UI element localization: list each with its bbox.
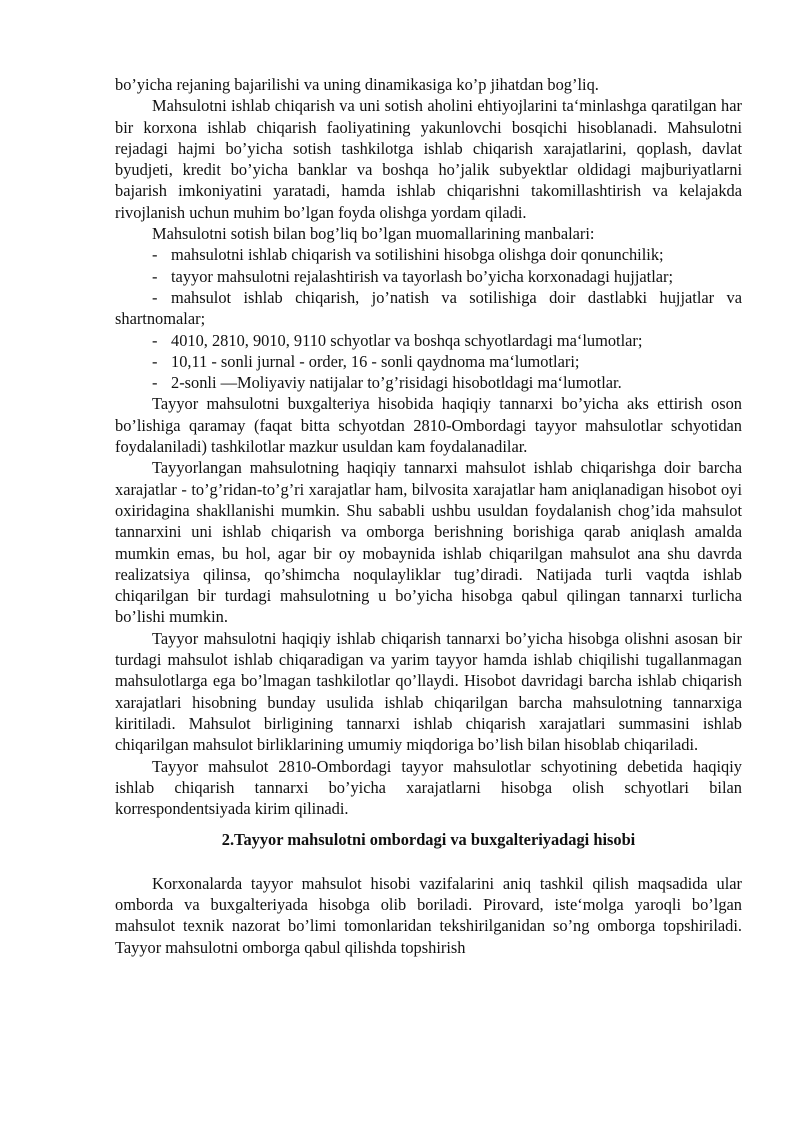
list-item-text: mahsulot ishlab chiqarish, jo’natish va sotilishiga doir dastlabki hujjatlar va shartnomalar; bbox=[115, 287, 742, 329]
list-item-text: mahsulotni ishlab chiqarish va sotilishini hisobga olishga doir qonunchilik; bbox=[171, 245, 664, 265]
section-heading: 2.Tayyor mahsulotni ombordagi va buxgalteriyadagi hisobi bbox=[221, 830, 636, 850]
list-item bbox=[115, 351, 742, 372]
paragraph-continuation: bo’yicha rejaning bajarilishi va uning dinamikasiga ko’p jihatdan bog’liq. bbox=[115, 75, 599, 94]
list-item bbox=[115, 330, 742, 351]
document-body bbox=[115, 74, 742, 958]
paragraph-1: Mahsulotni ishlab chiqarish va uni sotish aholini ehtiyojlarini ta‘minlashga qaratilgan har bir korxona ishlab chiqarish faoliyatining yakunlovchi bosqichi hisoblanadi. Mahsulotni rejadagi hajmi bo’yicha sotish tashkilotga ishlab chiqarish xarajatlarini, qoplash, davlat byudjeti, kredit bo’yicha banklar va boshqa ho’jalik subyektlar oldidagi majburiyatlarni bajarish imkoniyatini yaratadi, hamda ishlab chiqarishni takomillashtirish va kelajakda rivojlanish uchun muhim bo’lgan foyda olishga yordam qiladi. bbox=[115, 96, 742, 222]
paragraph-4: Tayyorlangan mahsulotning haqiqiy tannarxi mahsulot ishlab chiqarishga doir barcha xarajatlar - to’g’ridan-to’g’ri xarajatlar ham, bilvosita xarajatlar ham aniqlanadigan hisobot oyi oxiridagina shakllanishi mumkin. Shu sababli ushbu usuldan foydalanish chog’ida mahsulot tannarxini uni ishlab chiqarish va omborga berishning borishiga qarab aniqlash amalda mumkin emas, bu hol, agar bir oy mobaynida ishlab chiqarilgan mahsulot ana shu davrda realizatsiya qilinsa, qo’shimcha noqulayliklar tug’diradi. Natijada turli vaqtda ishlab chiqarilgan bir turdagi mahsulotning u bo’yicha hisobga qabul qilingan tannarxi turlicha bo’lishi mumkin. bbox=[115, 458, 742, 627]
paragraph-7: Korxonalarda tayyor mahsulot hisobi vazifalarini aniq tashkil qilish maqsadida ular omborda va buxgalteriyada hisobga olib boriladi. Pirovard, iste‘molga yaroqli bo’lgan mahsulot texnik nazorat bo’limi tomonlaridan tekshirilganidan so’ng omborga topshiriladi. Tayyor mahsulotni omborga qabul qilishda topshirish bbox=[115, 873, 742, 957]
list-item-text: 10,11 - sonli jurnal - order, 16 - sonli qaydnoma ma‘lumotlari; bbox=[171, 351, 580, 371]
paragraph-6: Tayyor mahsulot 2810-Ombordagi tayyor mahsulotlar schyotining debetida haqiqiy ishlab chiqarish tannarxi bo’yicha xarajatlarni hisobga olish schyotlari bilan korrespondentsiyada kirim qilinadi. bbox=[115, 756, 742, 819]
list-item bbox=[115, 372, 742, 393]
list-item-text: 2-sonli —Moliyaviy natijalar to’g’risidagi hisobotldagi ma‘lumotlar. bbox=[171, 373, 622, 393]
list-item-text: 4010, 2810, 9010, 9110 schyotlar va boshqa schyotlardagi ma‘lumotlar; bbox=[171, 330, 643, 350]
list-marker: - bbox=[152, 373, 158, 393]
list-item bbox=[115, 266, 742, 287]
list-marker: - bbox=[152, 287, 158, 307]
list-marker: - bbox=[152, 245, 158, 265]
list-item bbox=[115, 244, 742, 265]
paragraph-3: Tayyor mahsulotni buxgalteriya hisobida haqiqiy tannarxi bo’yicha aks ettirish oson bo’lishiga qaramay (faqat bitta schyotdan 2810-Ombordagi tayyor mahsulotlar schyotidan foydalaniladi) tashkilotlar mazkur usuldan kam foydalanadilar. bbox=[115, 394, 742, 457]
list-marker: - bbox=[152, 266, 158, 286]
list-marker: - bbox=[152, 330, 158, 350]
paragraph-2: Mahsulotni sotish bilan bog’liq bo’lgan muomallarining manbalari: bbox=[152, 224, 595, 244]
list-marker: - bbox=[152, 351, 158, 371]
list-item-text: tayyor mahsulotni rejalashtirish va tayorlash bo’yicha korxonadagi hujjatlar; bbox=[171, 266, 674, 286]
list-item bbox=[115, 287, 742, 330]
paragraph-5: Tayyor mahsulotni haqiqiy ishlab chiqarish tannarxi bo’yicha hisobga olishni asosan bir turdagi mahsulot ishlab chiqaradigan va yarim tayyor hamda ishlab chiqilishi tugallanmagan mahsulotlarga ega bo’lmagan tashkilotlar qo’llaydi. Hisobot davridagi barcha ishlab chiqarish xarajatlari hisobning bunday usulida ishlab chiqarilgan barcha mahsulotning tannarxiga kiritiladi. Mahsulot birligining tannarxi ishlab chiqarish xarajatlari summasini ishlab chiqarilgan mahsulot birliklarining umumiy miqdoriga bo’lish bilan hisoblab chiqariladi. bbox=[115, 628, 742, 755]
